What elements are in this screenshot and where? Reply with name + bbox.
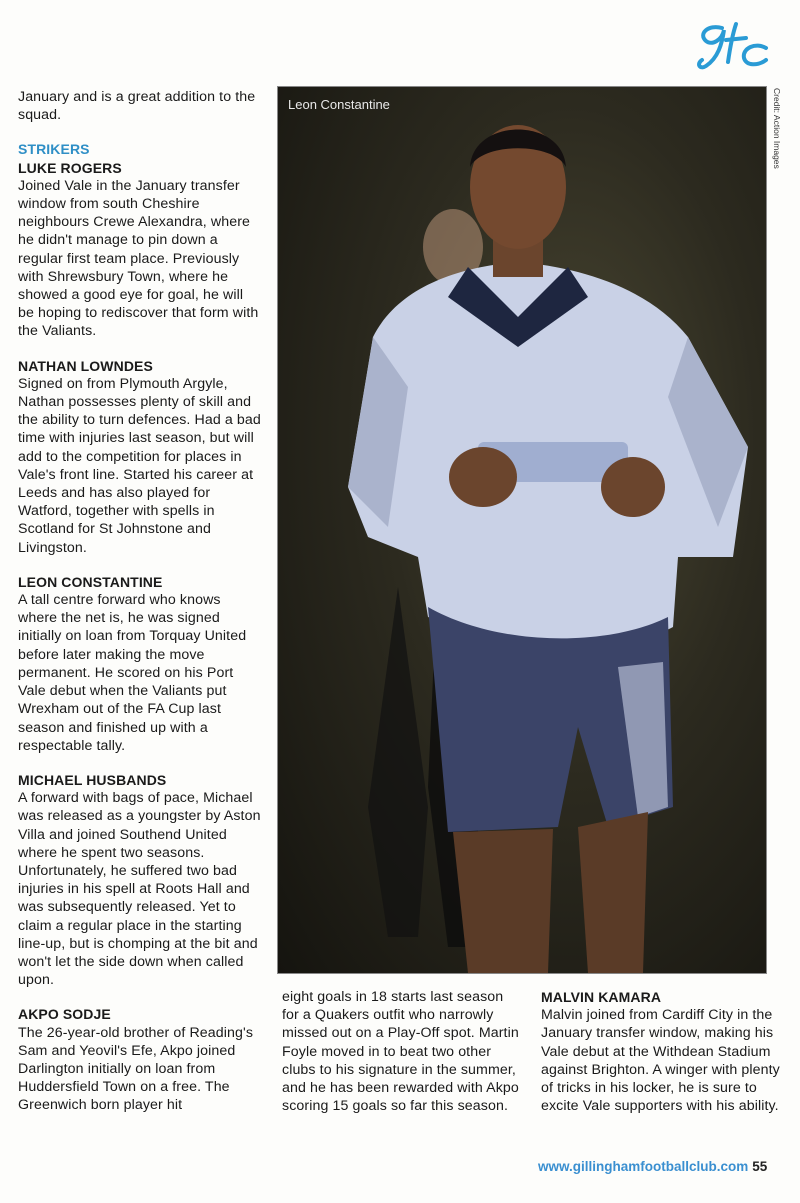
article-column-3 bbox=[541, 988, 781, 1115]
player-illustration bbox=[278, 87, 766, 973]
player-bio-luke-rogers: Joined Vale in the January transfer window from south Cheshire neighbours Crewe Alexandra, where he didn't manage to pin down a regular first team place. Previously with Shrewsbury Town, where he showed a good eye for goal, he will be hoping to rediscover that form with the Valiants. bbox=[18, 177, 259, 340]
player-bio-akpo-sodje: The 26-year-old brother of Reading's Sam and Yeovil's Efe, Akpo joined Darlington initially on loan from Huddersfield Town on a free. The Greenwich born player hit bbox=[18, 1024, 254, 1114]
player-name-luke-rogers: LUKE ROGERS bbox=[18, 159, 122, 176]
player-bio-nathan-lowndes: Signed on from Plymouth Argyle, Nathan possesses plenty of skill and the ability to turn defences. Had a bad time with injuries last season, but will add to the competition for places in Vale's front line. Started his career at Leeds and has also played for Watford, together with spells in Scotland for St Johnstone and Livingston. bbox=[18, 375, 261, 556]
intro-text: January and is a great addition to the squad. bbox=[18, 89, 256, 124]
article-column-1 bbox=[18, 88, 263, 1115]
page-number: 55 bbox=[752, 1159, 768, 1174]
player-name-akpo-sodje: AKPO SODJE bbox=[18, 1006, 111, 1023]
player-name-leon-constantine: LEON CONSTANTINE bbox=[18, 573, 163, 590]
player-name-nathan-lowndes: NATHAN LOWNDES bbox=[18, 357, 153, 374]
photo-caption: Leon Constantine bbox=[288, 97, 390, 112]
section-heading-strikers: STRIKERS bbox=[18, 141, 90, 158]
player-name-michael-husbands: MICHAEL HUSBANDS bbox=[18, 771, 167, 788]
article-column-2 bbox=[282, 988, 520, 1115]
club-website-link[interactable]: www.gillinghamfootballclub.com bbox=[538, 1159, 749, 1174]
club-monogram-logo bbox=[692, 14, 772, 74]
player-bio-leon-constantine: A tall centre forward who knows where the net is, he was signed initially on loan from Torquay United before later making the move permanent. He scored on his Port Vale debut when the Valiants put Wrexham out of the FA Cup last season and finished up with a respectable tally. bbox=[18, 592, 247, 754]
page-footer bbox=[538, 1159, 767, 1174]
player-name-malvin-kamara: MALVIN KAMARA bbox=[541, 989, 662, 1005]
player-photo bbox=[277, 86, 767, 974]
photo-credit: Credit: Action Images bbox=[772, 88, 782, 169]
player-bio-michael-husbands: A forward with bags of pace, Michael was released as a youngster by Aston Villa and joined Southend United where he spent two seasons. Unfortunately, he suffered two bad injuries in his spell at Roots Hall and was subsequently released. Yet to claim a regular place in the starting line-up, but is chomping at the bit and won't let the side down when called upon. bbox=[18, 790, 261, 989]
player-bio-akpo-sodje-continued: eight goals in 18 starts last season for a Quakers outfit who narrowly missed out on a Play-Off spot. Martin Foyle moved in to beat two other clubs to his signature in the summer, and he has been rewarded with Akpo scoring 15 goals so far this season. bbox=[282, 989, 519, 1115]
player-bio-malvin-kamara: Malvin joined from Cardiff City in the January transfer window, making his Vale debut at the Withdean Stadium against Brighton. A winger with plenty of tricks in his locker, he is sure to excite Vale supporters with his ability. bbox=[541, 1007, 780, 1115]
